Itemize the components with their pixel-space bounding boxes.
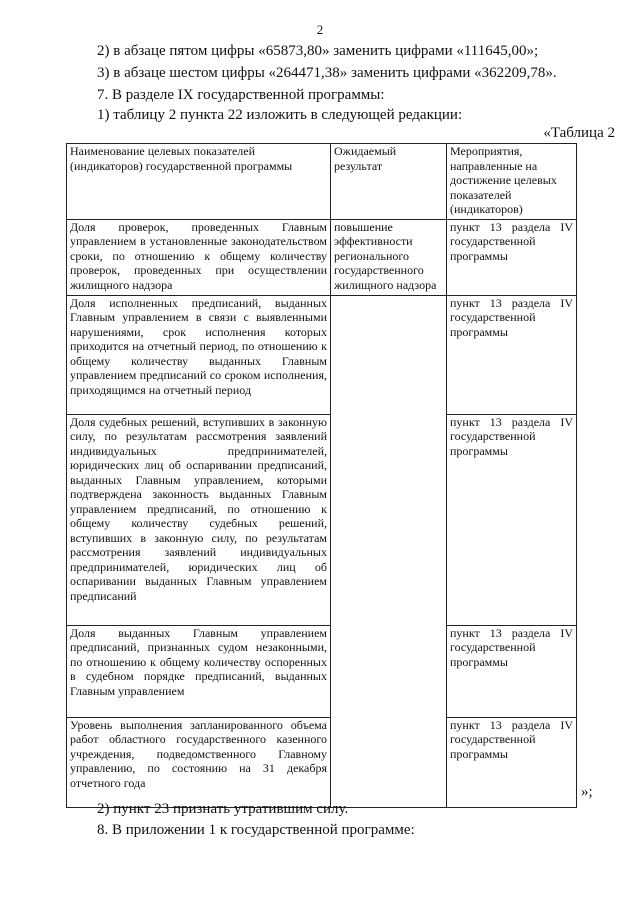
page-number: 2	[316, 22, 324, 37]
paragraph-section-7: 7. В разделе IX государственной программы:	[97, 87, 385, 103]
measure-cell: пункт 13 раздела IV государственной программы	[447, 414, 577, 625]
indicator-cell: Доля выданных Главным управлением предписаний, признанных судом незаконными, по отношению к общему количеству оспоренных в судебном порядке предписаний, выданных Главным управлением	[67, 625, 331, 717]
paragraph-point-23: 2) пункт 23 признать утратившим силу.	[97, 801, 349, 817]
expected-result-continued-cell	[331, 717, 447, 807]
measure-cell: пункт 13 раздела IV государственной программы	[447, 295, 577, 414]
indicator-cell: Доля проверок, проведенных Главным управлением в установленные законодательством сроки, по отношению к общему количеству проверок, проведенных при осуществлении жилищного надзора	[67, 219, 331, 295]
table-closing-quote: »;	[581, 784, 593, 800]
indicator-cell: Доля судебных решений, вступивших в законную силу, по результатам рассмотрения заявлений индивидуальных предпринимателей, юридических лиц об оспаривании предписаний, выданных Главным управлением, которыми подтверждена законность выданных Главным управлением предписаний, по отношению к общему количеству судебных решений, вступивших в законную силу, по результатам рассмотрения заявлений индивидуальных предпринимателей, юридических лиц об оспаривании выданных Главным управлением предписаний	[67, 414, 331, 625]
table-row	[67, 414, 577, 625]
indicators-table	[66, 143, 577, 808]
paragraph-section-8: 8. В приложении 1 к государственной программе:	[97, 822, 415, 838]
table-row	[67, 625, 577, 717]
table-header-row	[67, 144, 577, 220]
table-caption: «Таблица 2	[543, 125, 615, 141]
table-row	[67, 717, 577, 807]
measure-cell: пункт 13 раздела IV государственной программы	[447, 219, 577, 295]
table-row	[67, 219, 577, 295]
table-row	[67, 295, 577, 414]
expected-result-continued-cell	[331, 625, 447, 717]
expected-result-continued-cell	[331, 295, 447, 414]
header-expected-result: Ожидаемый результат	[331, 144, 447, 220]
header-indicators: Наименование целевых показателей (индикаторов) государственной программы	[67, 144, 331, 220]
header-measures: Мероприятия, направленные на достижение целевых показателей (индикаторов)	[447, 144, 577, 220]
indicator-cell: Уровень выполнения запланированного объема работ областного государственного казенного учреждения, подведомственного Главному управлению, по состоянию на 31 декабря отчетного года	[67, 717, 331, 807]
paragraph-item-2: 2) в абзаце пятом цифры «65873,80» заменить цифрами «111645,00»;	[97, 43, 539, 59]
paragraph-item-3: 3) в абзаце шестом цифры «264471,38» заменить цифрами «362209,78».	[97, 65, 557, 81]
paragraph-table-instruction: 1) таблицу 2 пункта 22 изложить в следующей редакции:	[97, 107, 463, 123]
measure-cell: пункт 13 раздела IV государственной программы	[447, 717, 577, 807]
expected-result-cell: повышение эффективности регионального государственного жилищного надзора	[331, 219, 447, 295]
indicator-cell: Доля исполненных предписаний, выданных Главным управлением в связи с выявленными нарушениями, срок исполнения которых приходится на отчетный период, по отношению к общему количеству выданных Главным управлением предписаний со сроком исполнения, приходящимся на отчетный период	[67, 295, 331, 414]
measure-cell: пункт 13 раздела IV государственной программы	[447, 625, 577, 717]
expected-result-continued-cell	[331, 414, 447, 625]
